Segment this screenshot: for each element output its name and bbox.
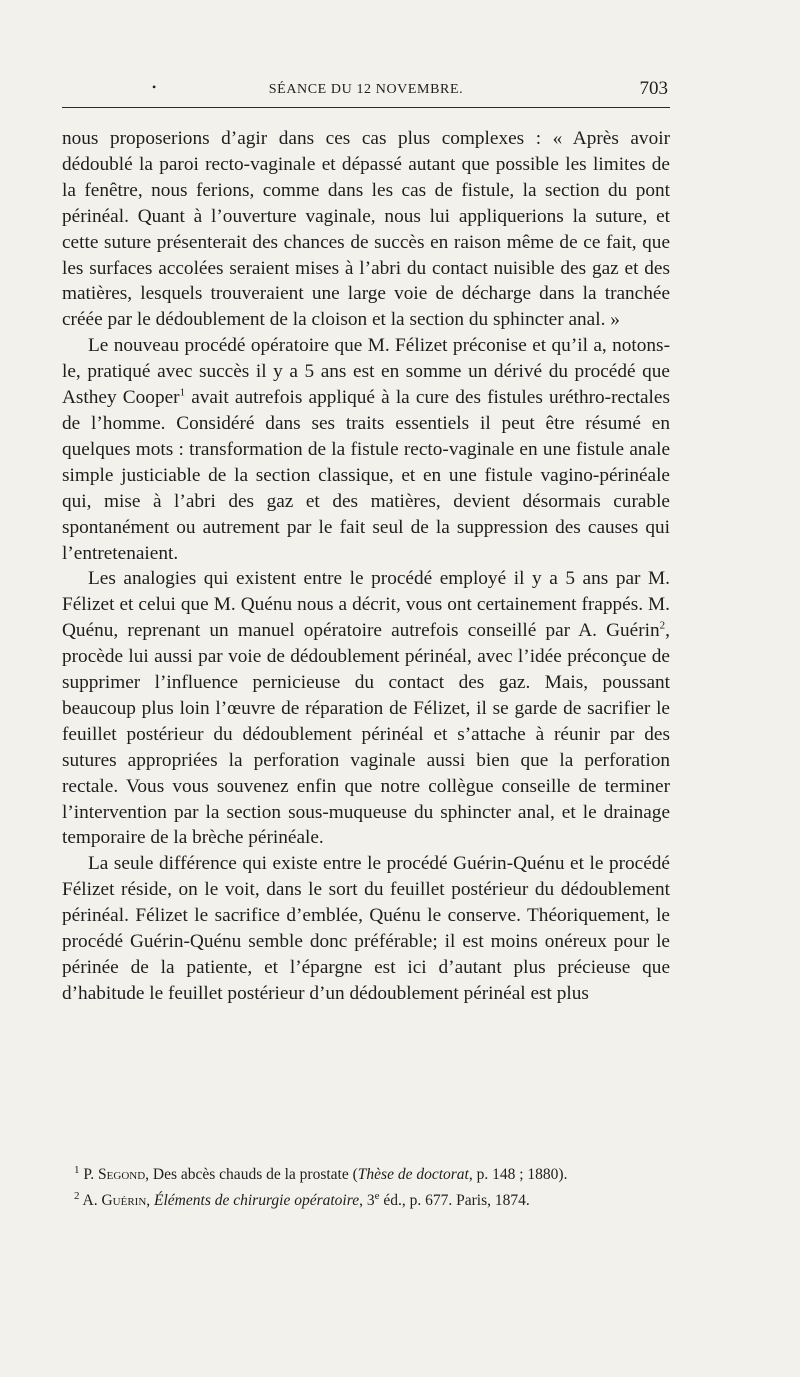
paragraph: [62, 566, 670, 851]
text-run: éd., p. 677. Paris, 1874.: [379, 1192, 530, 1209]
text-run: , procède lui aussi par voie de dédoublement périnéal, avec l’idée préconçue de supprimer l’influence pernicieuse du contact des gaz. Mais, poussant beaucoup plus loin l’œuvre de réparation de Félizet, il se garde de sacrifier le feuillet postérieur du dédoublement périnéal et s’attache à réunir par des sutures appropriées la perforation vaginale aussi bien que la perforation rectale. Vous vous souvenez enfin que notre collègue conseille de terminer l’intervention par la section sous-muqueuse du sphincter anal, et le drainage temporaire de la brèche périnéale.: [62, 620, 670, 849]
text-run: A.: [79, 1192, 102, 1209]
body-text: [62, 126, 670, 1007]
running-title: SÉANCE DU 12 NOVEMBRE.: [268, 82, 464, 97]
text-run: Le nouveau procédé opératoire que M. Félizet préconise et qu’il a, notons-le, pratiqué avec succès il y a 5 ans est en somme un dérivé du procédé que Asthey Cooper: [62, 335, 670, 409]
text-run: , 3: [359, 1192, 375, 1209]
italic-text: Éléments de chirurgie opératoire: [154, 1192, 360, 1209]
text-run: La seule différence qui existe entre le procédé Guérin-Quénu et le procédé Félizet réside, on le voit, dans le sort du feuillet postérieur du dédoublement périnéal. Félizet le sacrifice d’emblée, Quénu le conserve. Théoriquement, le procédé Guérin-Quénu semble donc préférable; il est moins onéreux pour le périnée de la patiente, et l’épargne est ici d’autant plus précieuse que d’habitude le feuillet postérieur d’un dédoublement périnéal est plus: [62, 853, 670, 1004]
text-run: Les analogies qui existent entre le procédé employé il y a 5 ans par M. Félizet et celui que M. Quénu nous a décrit, vous ont certainement frappés. M. Quénu, reprenant un manuel opératoire autrefois conseillé par A. Guérin: [62, 568, 670, 642]
author-name: Segond: [98, 1166, 146, 1183]
note-reference: 2: [659, 619, 666, 632]
paragraph: [62, 333, 670, 566]
page-header: [62, 78, 670, 104]
author-name: Guérin: [101, 1192, 147, 1209]
paragraph: [62, 851, 670, 1006]
footnote: [62, 1190, 670, 1212]
note-reference: 1: [179, 386, 186, 399]
note-reference: 1: [74, 1163, 80, 1176]
text-run: , Des abcès chauds de la prostate (: [145, 1166, 358, 1183]
header-bullet: •: [152, 80, 157, 94]
paragraph: [62, 126, 670, 333]
note-reference: e: [374, 1189, 380, 1202]
text-run: P.: [79, 1166, 99, 1183]
text-run: , p. 148 ; 1880).: [468, 1166, 568, 1183]
page-number: 703: [639, 78, 668, 99]
header-rule: [62, 107, 670, 108]
footnote: [62, 1164, 670, 1186]
note-reference: 2: [74, 1189, 80, 1202]
text-run: avait autrefois appliqué à la cure des fistules uréthro-rectales de l’homme. Considéré dans ses traits essentiels il peut être résumé en quelques mots : transformation de la fistule recto-vaginale en une fistule anale simple justiciable de la section classique, et en une fistule vagino-périnéale qui, mise à l’abri des gaz et des matières, devient désormais curable spontanément ou autrement par le fait seul de la suppression des causes qui l’entretenaient.: [62, 387, 670, 564]
text-run: ,: [146, 1192, 155, 1209]
footnotes: [62, 1164, 670, 1216]
text-run: nous proposerions d’agir dans ces cas plus complexes : « Après avoir dédoublé la paroi recto-vaginale et dépassé autant que possible les limites de la fenêtre, nous ferions, comme dans les cas de fistule, la section du pont périnéal. Quant à l’ouverture vaginale, nous lui appliquerions la suture, et cette suture présenterait des chances de succès en raison même de ce fait, que les surfaces accolées seraient mises à l’abri du contact nuisible des gaz et des matières, lesquels trouveraient une large voie de décharge dans la tranchée créée par le dédoublement de la cloison et la section du sphincter anal. »: [62, 128, 670, 331]
italic-text: Thèse de doctorat: [357, 1166, 469, 1183]
